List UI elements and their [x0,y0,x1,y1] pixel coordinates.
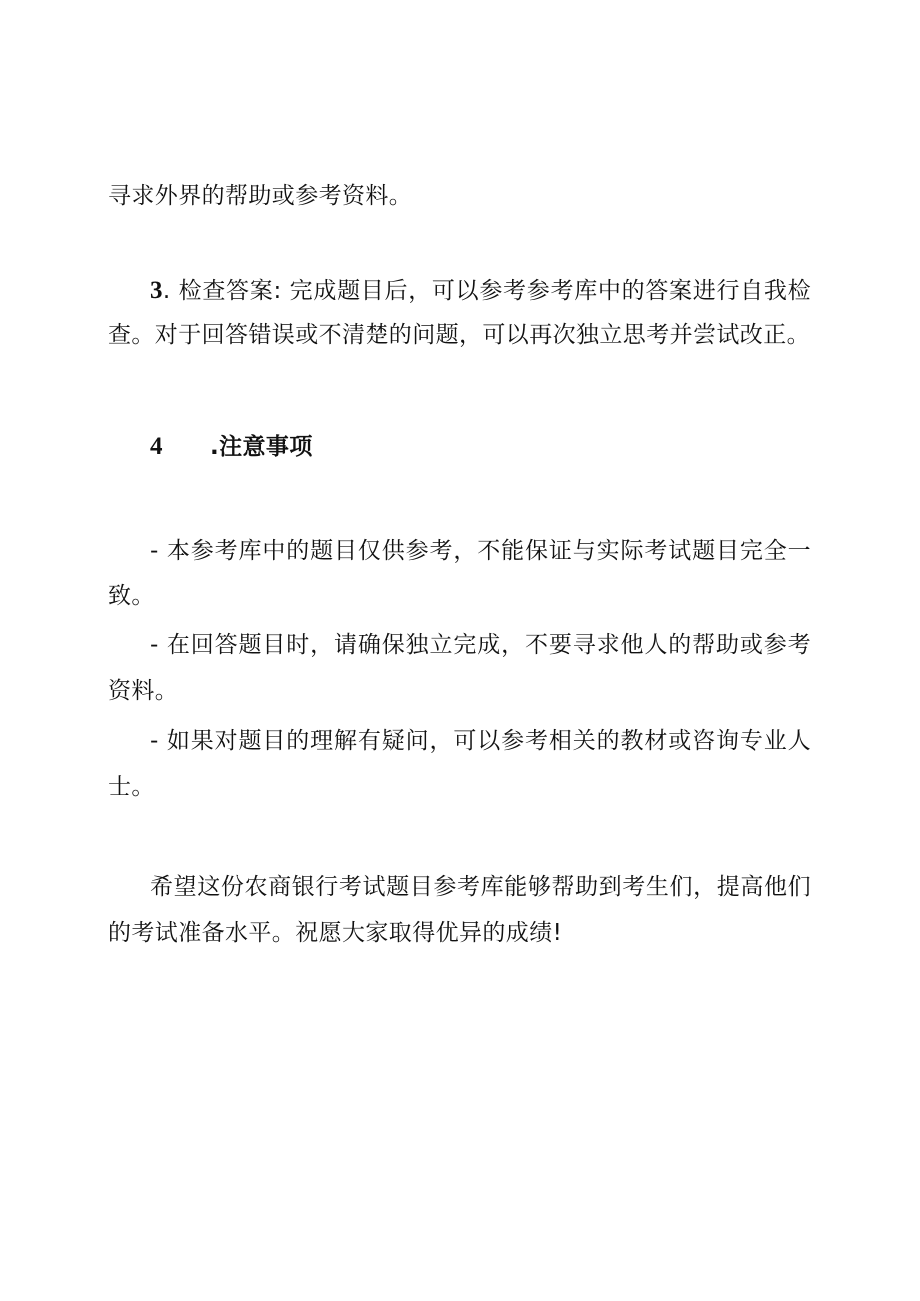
step-3-line-1 [150,276,811,306]
step-3-number: 3 [150,277,163,304]
note-3-line-2: 士。 [108,774,155,800]
section-4-number: 4 [150,433,163,460]
paragraph-continuation: 寻求外界的帮助或参考资料。 [108,183,413,209]
step-3-line-2: 查。对于回答错误或不清楚的问题，可以再次独立思考并尝试改正。 [108,322,810,348]
closing-line-2: 的考试准备水平。祝愿大家取得优异的成绩! [108,920,563,946]
note-2-line-1: - 在回答题目时，请确保独立完成，不要寻求他人的帮助或参考 [150,632,811,658]
note-2-line-2: 资料。 [108,678,179,704]
note-1-line-1: - 本参考库中的题目仅供参考，不能保证与实际考试题目完全一 [150,538,811,564]
closing-line-1: 希望这份农商银行考试题目参考库能够帮助到考生们，提高他们 [150,874,811,900]
note-1-line-2: 致。 [108,583,155,609]
section-4-title: .注意事项 [210,434,313,460]
section-4-heading [150,432,313,462]
note-3-line-1: - 如果对题目的理解有疑问，可以参考相关的教材或咨询专业人 [150,728,811,754]
step-3-text: . 检查答案: 完成题目后，可以参考参考库中的答案进行自我检 [162,278,811,304]
